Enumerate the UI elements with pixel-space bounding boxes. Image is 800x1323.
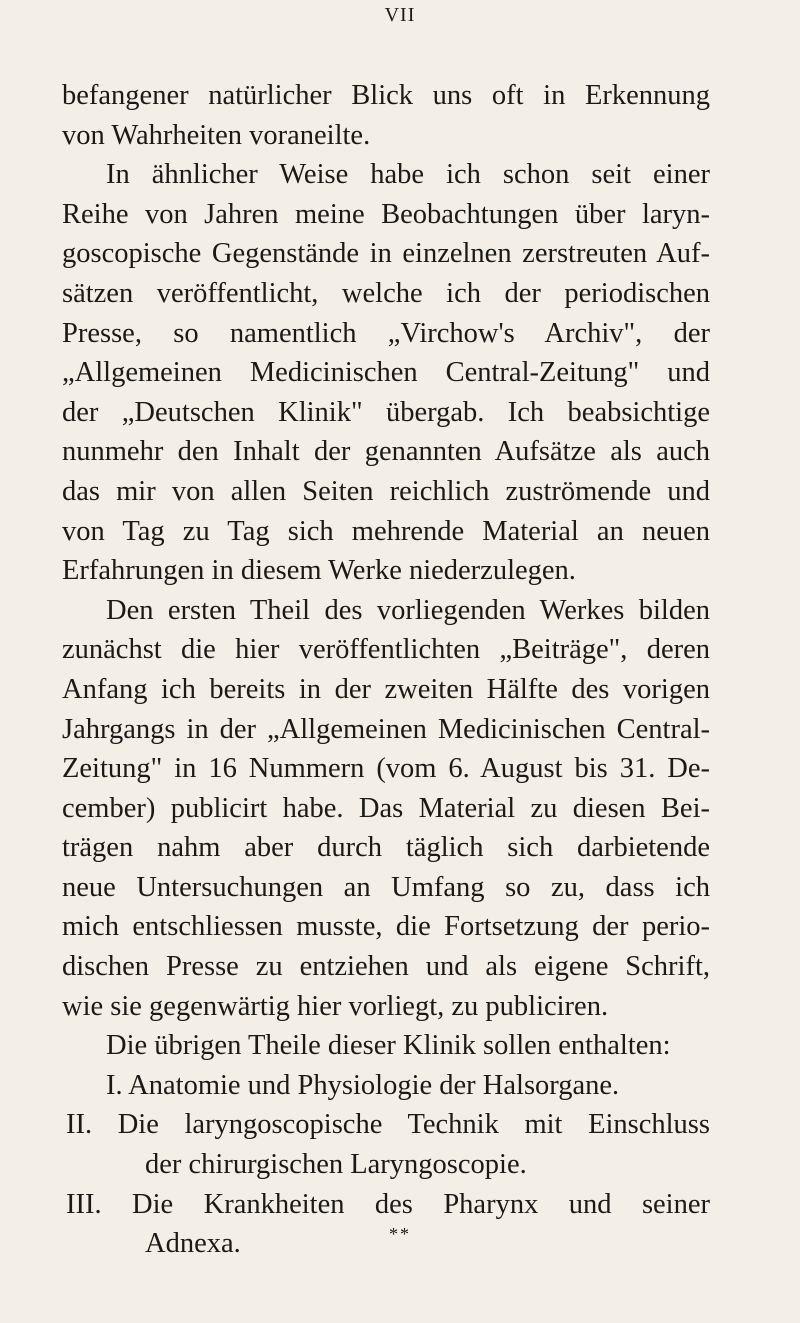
text-line: neue Untersuchungen an Umfang so zu, dass ich bbox=[62, 871, 710, 903]
list-item: I. Anatomie und Physiologie der Halsorgane. bbox=[106, 1069, 620, 1101]
text-line: von Tag zu Tag sich mehrende Material an neuen bbox=[62, 515, 710, 547]
text-line: der „Deutschen Klinik" übergab. Ich beabsichtige bbox=[62, 396, 710, 428]
text-line: trägen nahm aber durch täglich sich darbietende bbox=[62, 832, 710, 864]
text-line: Die übrigen Theile dieser Klinik sollen enthalten: bbox=[106, 1030, 671, 1062]
text-line: wie sie gegenwärtig hier vorliegt, zu publiciren. bbox=[62, 990, 609, 1022]
text-line: Reihe von Jahren meine Beobachtungen über laryn- bbox=[62, 198, 710, 230]
text-line: dischen Presse zu entziehen und als eigene Schrift, bbox=[62, 951, 710, 983]
text-line: Presse, so namentlich „Virchow's Archiv", der bbox=[62, 317, 710, 349]
page-number: VII bbox=[384, 4, 416, 26]
text-line: nunmehr den Inhalt der genannten Aufsätze als auch bbox=[62, 436, 710, 468]
text-line: sätzen veröffentlicht, welche ich der periodischen bbox=[62, 277, 710, 309]
text-line: cember) publicirt habe. Das Material zu diesen Bei- bbox=[62, 792, 710, 824]
text-line: Erfahrungen in diesem Werke niederzulegen. bbox=[62, 555, 576, 587]
text-line: Zeitung" in 16 Nummern (vom 6. August bis 31. De- bbox=[62, 753, 710, 785]
text-line: goscopische Gegenstände in einzelnen zerstreuten Auf- bbox=[62, 238, 710, 270]
text-line: das mir von allen Seiten reichlich zuströmende und bbox=[62, 475, 710, 507]
text-line: Jahrgangs in der „Allgemeinen Medicinischen Central- bbox=[62, 713, 710, 745]
text-line: von Wahrheiten voraneilte. bbox=[62, 119, 371, 151]
text-line: befangener natürlicher Blick uns oft in Erkennung bbox=[62, 80, 710, 111]
text-line: zunächst die hier veröffentlichten „Beiträge", deren bbox=[62, 634, 710, 666]
signature-mark: ** bbox=[389, 1224, 411, 1244]
text-line: Anfang ich bereits in der zweiten Hälfte des vorigen bbox=[62, 673, 710, 705]
text-line: „Allgemeinen Medicinischen Central-Zeitung" und bbox=[62, 357, 710, 389]
list-item-continuation: Adnexa. bbox=[145, 1228, 241, 1260]
list-item: III. Die Krankheiten des Pharynx und seiner bbox=[66, 1188, 710, 1220]
list-item: II. Die laryngoscopische Technik mit Einschluss bbox=[66, 1109, 710, 1141]
text-line: Den ersten Theil des vorliegenden Werkes bilden bbox=[106, 594, 710, 626]
body-text bbox=[62, 76, 710, 1264]
text-line: mich entschliessen musste, die Fortsetzung der perio- bbox=[62, 911, 710, 943]
text-line: In ähnlicher Weise habe ich schon seit einer bbox=[106, 159, 710, 191]
list-item-continuation: der chirurgischen Laryngoscopie. bbox=[145, 1149, 527, 1181]
